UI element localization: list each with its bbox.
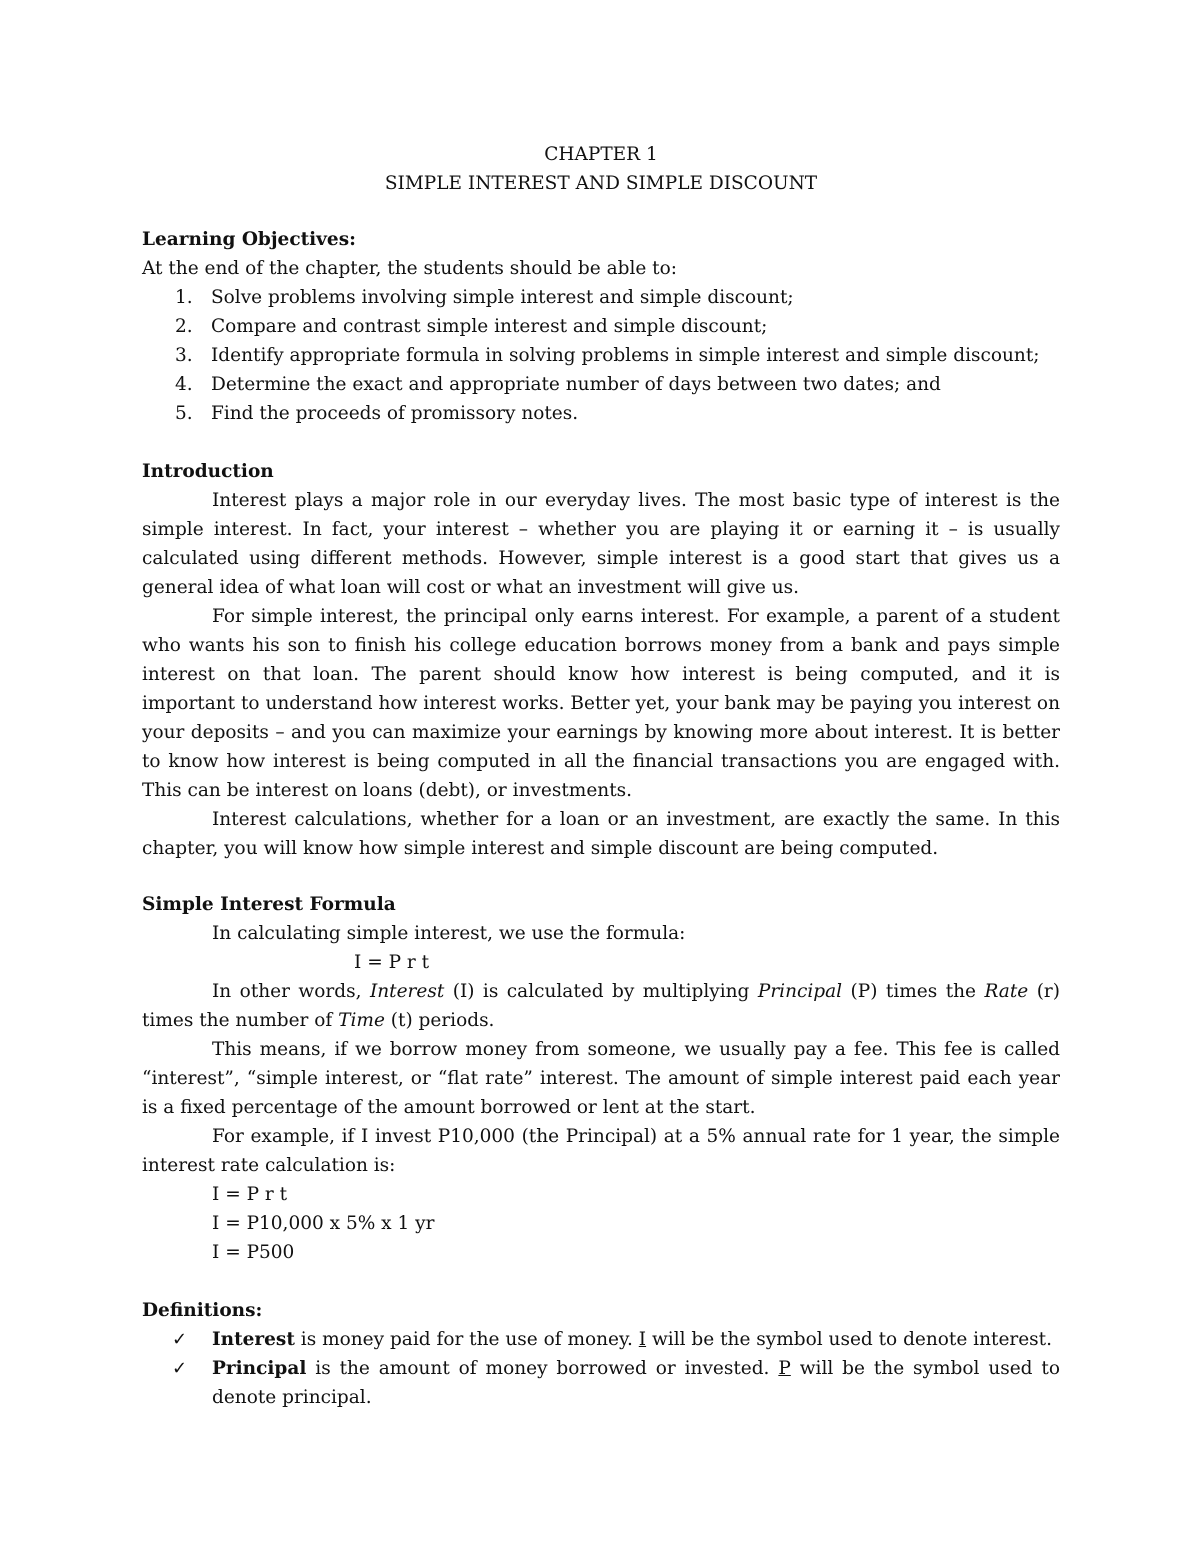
introduction-heading: Introduction — [142, 461, 274, 482]
explain-text: (r) times the number of — [142, 981, 1060, 1031]
definition-item — [142, 1325, 1060, 1354]
explain-text: (I) is calculated by multiplying — [444, 981, 758, 1002]
objective-text: Solve problems involving simple interest and simple discount; — [211, 287, 794, 308]
formula-lead: In calculating simple interest, we use the formula: — [212, 923, 686, 944]
term-time: Time — [338, 1010, 385, 1031]
explain-text: (t) periods. — [384, 1010, 495, 1031]
objectives-heading: Learning Objectives: — [142, 229, 356, 250]
definition-item — [142, 1354, 1060, 1412]
definitions-heading: Definitions: — [142, 1300, 263, 1321]
definition-text: will be the symbol used to denote interest. — [646, 1329, 1052, 1350]
objective-number: 3. — [175, 345, 193, 366]
formula-meaning: This means, if we borrow money from someone, we usually pay a fee. This fee is called “interest”, “simple interest, or “flat rate” interest. The amount of simple interest paid each year is a fixed percentage of the amount borrowed or lent at the start. — [142, 1039, 1060, 1118]
checkmark-icon: ✓ — [172, 1329, 188, 1350]
introduction-paragraph: For simple interest, the principal only earns interest. For example, a parent of a student who wants his son to finish his college education borrows money from a bank and pays simple interest on that loan. The parent should know how interest is being computed, and it is important to understand how interest works. Better yet, your bank may be paying you interest on your deposits – and you can maximize your earnings by knowing more about interest. It is better to know how interest is being computed in all the financial transactions you are engaged with. This can be interest on loans (debt), or investments. — [142, 606, 1060, 801]
calculation-step: I = P10,000 x 5% x 1 yr — [212, 1213, 435, 1234]
objective-text: Identify appropriate formula in solving problems in simple interest and simple discount; — [211, 345, 1040, 366]
chapter-title: SIMPLE INTEREST AND SIMPLE DISCOUNT — [384, 173, 818, 194]
definition-text: is money paid for the use of money. — [294, 1329, 639, 1350]
spacer — [142, 863, 1060, 890]
formula-example: For example, if I invest P10,000 (the Principal) at a 5% annual rate for 1 year, the simple interest rate calculation is: — [142, 1126, 1060, 1176]
objective-text: Find the proceeds of promissory notes. — [211, 403, 579, 424]
objectives-intro: At the end of the chapter, the students should be able to: — [142, 258, 677, 279]
definition-symbol: I — [638, 1329, 647, 1350]
explain-text: In other words, — [212, 981, 370, 1002]
objective-number: 1. — [175, 287, 193, 308]
term-principal: Principal — [757, 981, 843, 1002]
objective-text: Compare and contrast simple interest and simple discount; — [211, 316, 768, 337]
objective-number: 2. — [175, 316, 193, 337]
calculation-step: I = P r t — [212, 1184, 288, 1205]
objective-text: Determine the exact and appropriate number of days between two dates; and — [211, 374, 941, 395]
formula-display: I = P r t — [354, 952, 430, 973]
objective-item — [142, 312, 1060, 341]
spacer — [142, 198, 1060, 225]
spacer — [142, 1267, 1060, 1296]
objective-item — [142, 370, 1060, 399]
objective-number: 4. — [175, 374, 193, 395]
term-rate: Rate — [984, 981, 1029, 1002]
objectives-list — [142, 283, 1060, 428]
definition-symbol: P — [778, 1358, 791, 1379]
checkmark-icon: ✓ — [172, 1358, 188, 1379]
objective-number: 5. — [175, 403, 193, 424]
introduction-paragraph: Interest plays a major role in our everyday lives. The most basic type of interest is the simple interest. In fact, your interest – whether you are playing it or earning it – is usually calculated using different methods. However, simple interest is a good start that gives us a general idea of what loan will cost or what an investment will give us. — [142, 490, 1060, 598]
definition-term: Principal — [212, 1358, 307, 1379]
formula-explanation — [142, 977, 1060, 1035]
definitions-list — [142, 1325, 1060, 1412]
term-interest: Interest — [369, 981, 445, 1002]
objective-item — [142, 283, 1060, 312]
chapter-number: CHAPTER 1 — [544, 144, 658, 165]
introduction-paragraph: Interest calculations, whether for a loan or an investment, are exactly the same. In this chapter, you will know how simple interest and simple discount are being computed. — [142, 809, 1060, 859]
explain-text: (P) times the — [842, 981, 985, 1002]
formula-heading: Simple Interest Formula — [142, 894, 396, 915]
objective-item — [142, 399, 1060, 428]
objective-item — [142, 341, 1060, 370]
calculation-step: I = P500 — [212, 1242, 295, 1263]
definition-text: is the amount of money borrowed or invested. — [306, 1358, 779, 1379]
document-page — [142, 140, 1060, 1412]
spacer — [142, 428, 1060, 457]
definition-text: will be the symbol used to denote principal. — [212, 1358, 1060, 1408]
definition-term: Interest — [212, 1329, 295, 1350]
